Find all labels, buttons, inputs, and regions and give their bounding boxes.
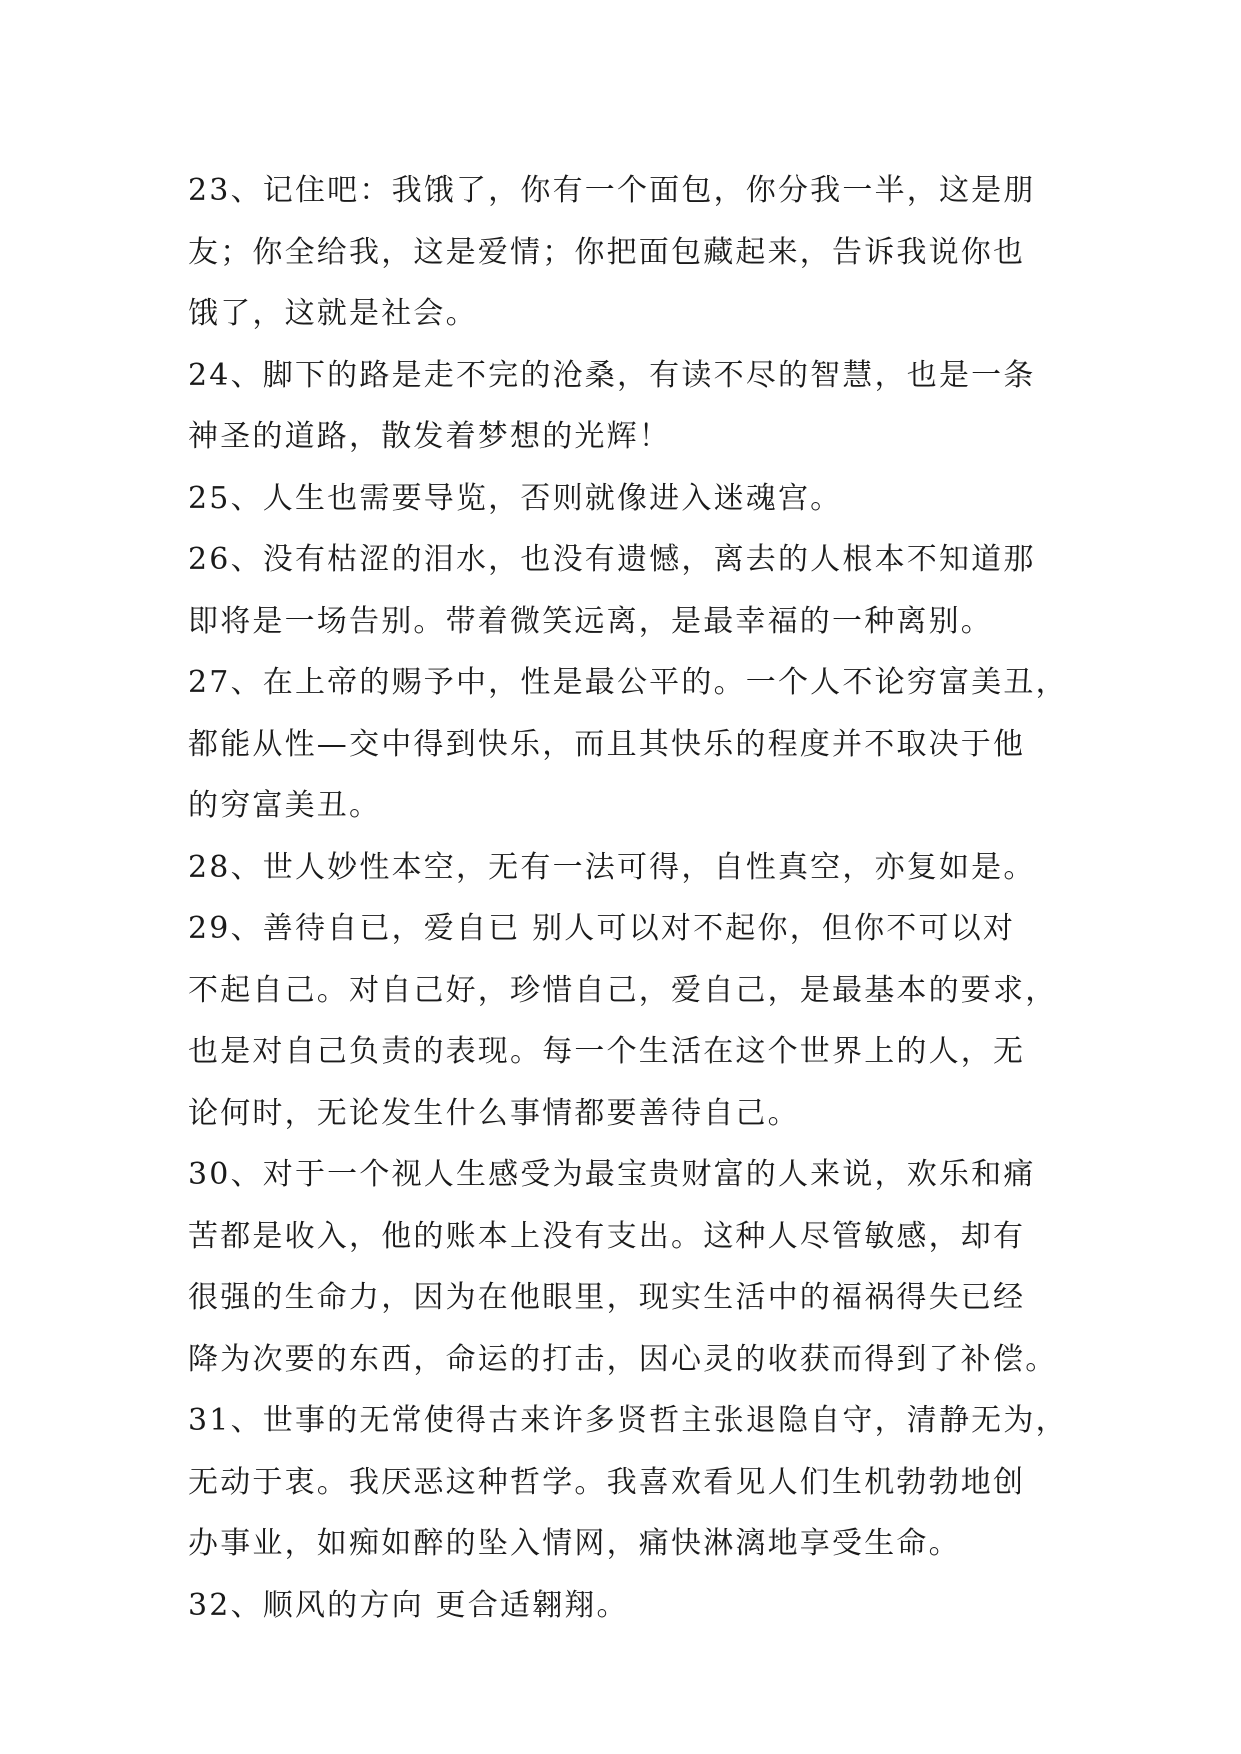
text-line: 的穷富美丑。 bbox=[188, 788, 382, 823]
text-line: 31、世事的无常使得古来许多贤哲主张退隐自守，清静无为， bbox=[188, 1403, 1068, 1438]
text-line: 24、脚下的路是走不完的沧桑，有读不尽的智慧，也是一条 bbox=[188, 357, 1036, 393]
text-line: 也是对自己负责的表现。每一个生活在这个世界上的人，无 bbox=[188, 1034, 1026, 1069]
text-line: 32、顺风的方向 更合适翱翔。 bbox=[188, 1587, 629, 1623]
text-line: 23、记住吧：我饿了，你有一个面包，你分我一半，这是朋 bbox=[188, 173, 1036, 208]
text-line: 25、人生也需要导览，否则就像进入迷魂宫。 bbox=[188, 480, 843, 516]
text-line: 都能从性—交中得到快乐，而且其快乐的程度并不取决于他 bbox=[188, 726, 1026, 762]
text-line: 无动于衷。我厌恶这种哲学。我喜欢看见人们生机勃勃地创 bbox=[188, 1464, 1026, 1500]
text-line: 饿了，这就是社会。 bbox=[188, 296, 478, 331]
text-line: 28、世人妙性本空，无有一法可得，自性真空，亦复如是。 bbox=[188, 849, 1036, 885]
text-line: 论何时，无论发生什么事情都要善待自己。 bbox=[188, 1095, 800, 1131]
text-line: 很强的生命力，因为在他眼里，现实生活中的福祸得失已经 bbox=[188, 1280, 1026, 1315]
text-line: 苦都是收入，他的账本上没有支出。这种人尽管敏感，却有 bbox=[188, 1218, 1026, 1254]
text-line: 27、在上帝的赐予中，性是最公平的。一个人不论穷富美丑， bbox=[188, 665, 1068, 700]
text-line: 降为次要的东西，命运的打击，因心灵的收获而得到了补偿。 bbox=[188, 1341, 1058, 1377]
text-line: 办事业，如痴如醉的坠入情网，痛快淋漓地享受生命。 bbox=[188, 1526, 961, 1561]
text-line: 不起自己。对自己好，珍惜自己，爱自己，是最基本的要求， bbox=[188, 972, 1058, 1008]
text-line: 26、没有枯涩的泪水，也没有遗憾，离去的人根本不知道那 bbox=[188, 542, 1036, 577]
document-body bbox=[188, 160, 1068, 1636]
text-line: 29、善待自已，爱自已 别人可以对不起你，但你不可以对 bbox=[188, 911, 1016, 946]
text-line: 神圣的道路，散发着梦想的光辉！ bbox=[188, 419, 671, 454]
text-line: 友；你全给我，这是爱情；你把面包藏起来，告诉我说你也 bbox=[188, 234, 1026, 270]
text-line: 30、对于一个视人生感受为最宝贵财富的人来说，欢乐和痛 bbox=[188, 1157, 1036, 1192]
text-line: 即将是一场告别。带着微笑远离，是最幸福的一种离别。 bbox=[188, 603, 993, 639]
